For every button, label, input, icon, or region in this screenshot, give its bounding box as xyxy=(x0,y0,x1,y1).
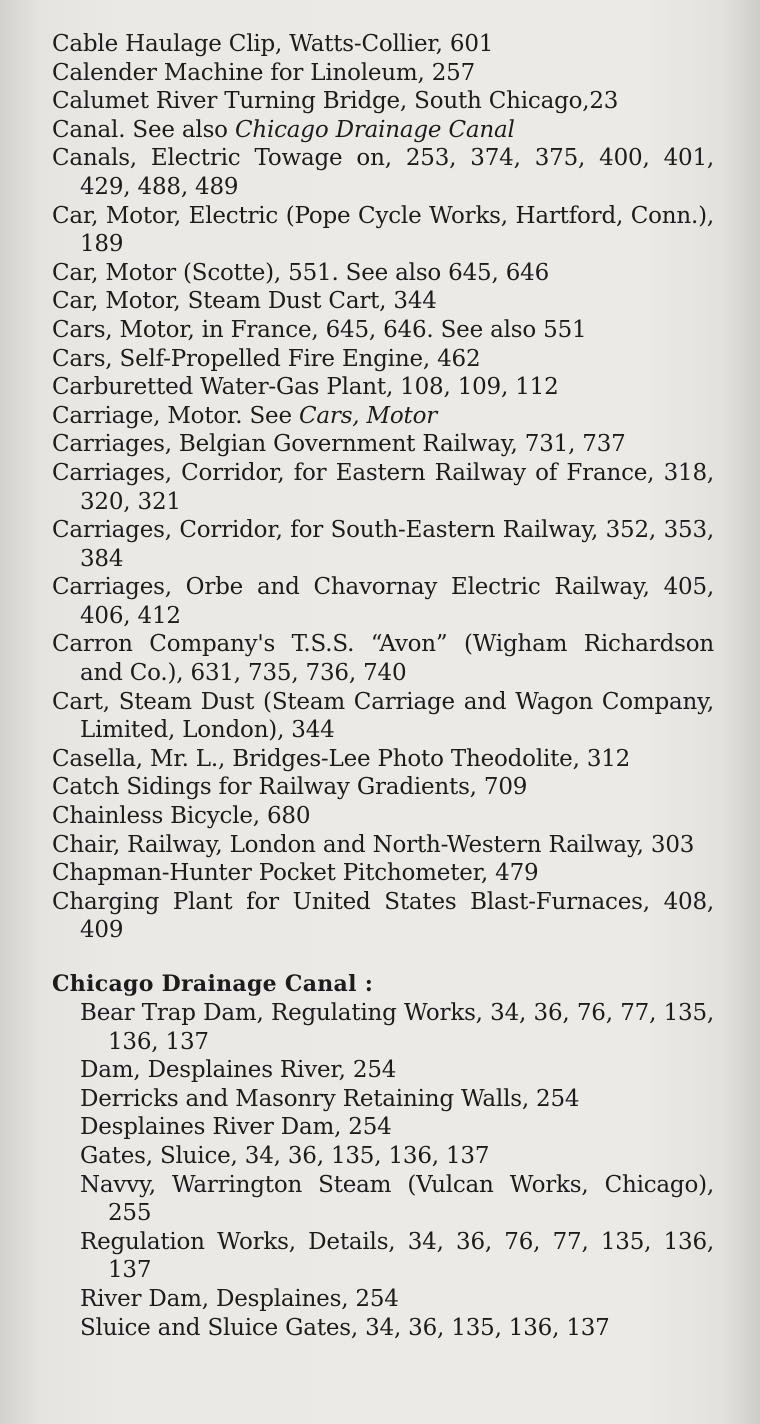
sub-entry: Sluice and Sluice Gates, 34, 36, 135, 136, 137 xyxy=(80,1314,610,1341)
sub-entry: Derricks and Masonry Retaining Walls, 254 xyxy=(80,1085,580,1112)
index-entry: Calender Machine for Linoleum, 257 xyxy=(52,59,476,86)
cross-reference: Chicago Drainage Canal xyxy=(234,116,515,143)
index-entry: Carburetted Water-Gas Plant, 108, 109, 112 xyxy=(52,374,559,401)
index-entry: Carriages, Corridor, for South-Eastern Railway, 352, 353, 384 xyxy=(52,517,714,572)
index-entry: Cars, Motor, in France, 645, 646. See also 551 xyxy=(52,316,587,343)
entry-text: Canal. See also xyxy=(52,116,235,143)
index-entry: Catch Sidings for Railway Gradients, 709 xyxy=(52,774,528,801)
index-column xyxy=(52,30,714,1342)
index-entry: Carriages, Corridor, for Eastern Railway of France, 318, 320, 321 xyxy=(52,459,714,515)
index-entry: Casella, Mr. L., Bridges-Lee Photo Theodolite, 312 xyxy=(52,745,631,772)
index-entry: Carriages, Belgian Government Railway, 731, 737 xyxy=(52,431,626,458)
index-entry xyxy=(52,402,714,431)
index-entry: Canals, Electric Towage on, 253, 374, 375, 400, 401, 429, 488, 489 xyxy=(52,145,714,200)
entry-text: Carriage, Motor. See xyxy=(52,402,299,429)
index-entry: Chapman-Hunter Pocket Pitchometer, 479 xyxy=(52,860,539,887)
index-entry: Car, Motor, Steam Dust Cart, 344 xyxy=(52,288,437,315)
sub-entry: River Dam, Desplaines, 254 xyxy=(80,1285,399,1312)
index-entry: Car, Motor, Electric (Pope Cycle Works, Hartford, Conn.), 189 xyxy=(52,202,714,258)
index-entry: Calumet River Turning Bridge, South Chicago,23 xyxy=(52,88,619,115)
sub-entry: Desplaines River Dam, 254 xyxy=(80,1114,392,1141)
index-entry: Chair, Railway, London and North-Western Railway, 303 xyxy=(52,831,695,858)
index-entry: Carriages, Orbe and Chavornay Electric Railway, 405, 406, 412 xyxy=(52,574,714,629)
index-entry: Cars, Self-Propelled Fire Engine, 462 xyxy=(52,345,481,372)
index-entry: Cart, Steam Dust (Steam Carriage and Wagon Company, Limited, London), 344 xyxy=(52,688,714,744)
index-entry: Cable Haulage Clip, Watts-Collier, 601 xyxy=(52,31,494,57)
sub-entry: Regulation Works, Details, 34, 36, 76, 77, 135, 136, 137 xyxy=(80,1228,714,1284)
sub-entry: Dam, Desplaines River, 254 xyxy=(80,1057,397,1084)
index-entry: Charging Plant for United States Blast-Furnaces, 408, 409 xyxy=(52,888,714,944)
index-entry: Carron Company's T.S.S. “Avon” (Wigham Richardson and Co.), 631, 735, 736, 740 xyxy=(52,631,714,687)
index-entry: Chainless Bicycle, 680 xyxy=(52,803,311,830)
index-entry xyxy=(52,116,714,145)
sub-entry: Gates, Sluice, 34, 36, 135, 136, 137 xyxy=(80,1142,490,1169)
sub-entry: Bear Trap Dam, Regulating Works, 34, 36, 76, 77, 135, 136, 137 xyxy=(80,1000,714,1055)
cross-reference: Cars, Motor xyxy=(299,402,438,429)
section-heading: Chicago Drainage Canal : xyxy=(52,971,374,997)
index-entry: Car, Motor (Scotte), 551. See also 645, 646 xyxy=(52,259,550,286)
sub-entry: Navvy, Warrington Steam (Vulcan Works, Chicago), 255 xyxy=(80,1171,714,1227)
